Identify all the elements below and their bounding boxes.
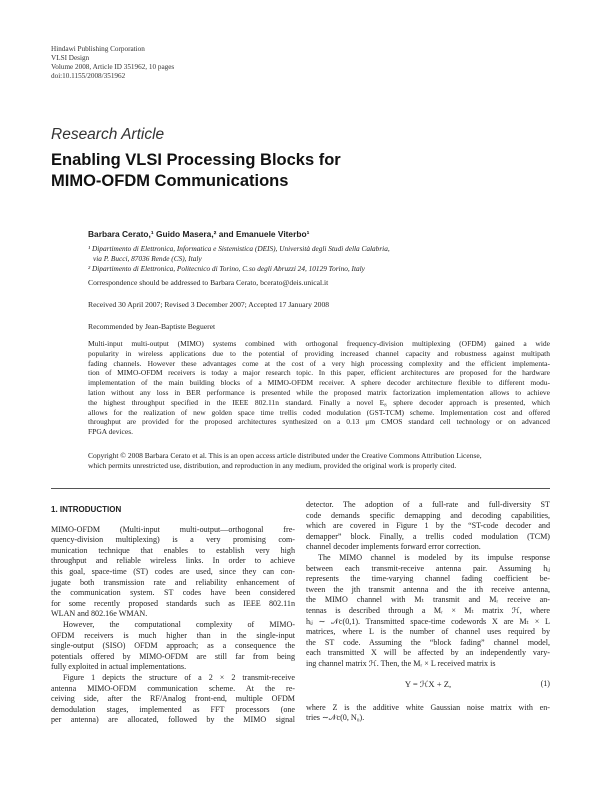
- body-line: However, the computational complexity of MIMO-: [63, 619, 295, 629]
- body-line: the ST code. Assuming the “block fading” channel model,: [306, 637, 550, 647]
- body-line: detector. The adoption of a full-rate and full-diversity ST: [306, 500, 550, 509]
- volume-info: Volume 2008, Article ID 351962, 10 pages: [51, 63, 175, 71]
- publisher-name: Hindawi Publishing Corporation: [51, 45, 145, 53]
- body-line: fully exploited in actual implementations.: [51, 662, 187, 672]
- body-line: munication technique that enables to establish very high: [51, 545, 295, 555]
- abstract-line: the highest throughput specified in the IEEE 802.11n standard. Finally a novel E₈ sphere decoder approach is presented, which: [88, 397, 550, 407]
- equation-number: (1): [540, 678, 550, 688]
- affiliation-2: ² Dipartimento di Elettronica, Politecnico di Torino, C.so degli Abruzzi 24, 10129 Torino, Italy: [88, 263, 365, 273]
- abstract-line: FPGA devices.: [88, 427, 133, 437]
- body-line: between each transmit-receive antenna pair. Assuming hᵢⱼ: [306, 563, 550, 573]
- journal-name: VLSI Design: [51, 54, 90, 62]
- history-dates: Received 30 April 2007; Revised 3 December 2007; Accepted 17 January 2008: [88, 300, 330, 309]
- abstract-line: implementation of the main building blocks of a MIMO-OFDM receiver. A sphere decoder architecture flexible to different modu-: [88, 378, 550, 388]
- body-line: WLAN and 802.16e WMAN.: [51, 609, 148, 619]
- abstract-line: throughput are provided for the proposed architectures synthesized on a 0.13 μm CMOS standard cell technology or on advanced: [88, 417, 550, 427]
- abstract-line: Multi-input multi-output (MIMO) systems combined with orthogonal frequency-division multiplexing (OFDM) gained a wide: [88, 339, 550, 348]
- body-line: where Z is the additive white Gaussian noise matrix with en-: [306, 702, 550, 712]
- abstract-line: tion of MIMO-OFDM receivers is today a major research topic. In this paper, efficient architectures are proposed for the hardware: [88, 368, 550, 378]
- body-line: each transmitted X will be affected by an independently vary-: [306, 648, 550, 658]
- right-column: [306, 500, 550, 724]
- abstract: [88, 339, 550, 437]
- author-list: Barbara Cerato,¹ Guido Masera,² and Emanuele Viterbo¹: [88, 229, 310, 239]
- body-line: OFDM receivers is much higher than in the single-input: [51, 630, 295, 640]
- body-line: the MIMO channel with Mₜ transmit and Mᵣ receive an-: [306, 595, 550, 605]
- abstract-line: allows for the realization of new golden space time trellis coded modulation (GST-TCM) scheme. Implementation cost and offered: [88, 407, 550, 417]
- body-line: antenna MIMO-OFDM communication scheme. At the re-: [51, 683, 295, 693]
- body-line: jugate both transmission rate and reliability enhancement of: [51, 577, 295, 587]
- abstract-line: fading channels. However these advantages come at the cost of a very high processing complexity and the efficient implementa-: [88, 358, 550, 368]
- body-line: channel decoder implements forward error correction.: [306, 542, 481, 552]
- body-line: single-output (SISO) OFDM approach; as a consequence the: [51, 641, 295, 651]
- affiliation-1: ¹ Dipartimento di Elettronica, Informatica e Sistemistica (DEIS), Università degli Studi della Calabria,: [88, 244, 390, 253]
- paper-title: [51, 150, 471, 192]
- body-line: potentials offered by MIMO-OFDM are still far from being: [51, 651, 295, 661]
- body-line: represents the time-varying channel fading coefficient be-: [306, 574, 550, 584]
- body-line: ing channel matrix ℋ. Then, the Mᵣ × L received matrix is: [306, 658, 496, 668]
- publisher-info: [51, 45, 174, 81]
- body-line: demodulation stages, implemented as FFT processors (one: [51, 704, 295, 714]
- body-line: MIMO-OFDM (Multi-input multi-output—orthogonal fre-: [51, 524, 295, 534]
- affiliation-1-address: via P. Bucci, 87036 Rende (CS), Italy: [93, 253, 202, 263]
- body-line: quency-division multiplexing) is a very promising com-: [51, 535, 295, 545]
- body-line: Figure 1 depicts the structure of a 2 × 2 transmit-receive: [63, 672, 295, 682]
- section-heading: 1. INTRODUCTION: [51, 505, 122, 514]
- equation-formula: Y = ℋX + Z,: [404, 678, 452, 689]
- article-type: Research Article: [51, 126, 165, 143]
- body-line: code demands specific demapping and decoding capabilities,: [306, 510, 550, 520]
- body-line: demapper” block. Finally, a trellis coded modulation (TCM): [306, 531, 550, 541]
- body-line: tries ∼𝒩c(0, N₀).: [306, 713, 365, 723]
- body-line: ceiving side, after the RF/Analog front-end, multiple OFDM: [51, 694, 295, 704]
- body-line: The MIMO channel is modeled by its impulse response: [318, 552, 550, 562]
- left-column: [51, 505, 295, 726]
- equation-1: [306, 679, 550, 693]
- doi: doi:10.1155/2008/351962: [51, 72, 126, 80]
- body-line: throughput and reliable wireless links. In order to achieve: [51, 556, 295, 566]
- body-line: hᵢⱼ ∼ 𝒩c(0,1). Transmitted space-time codewords X are Mₜ × L: [306, 616, 550, 626]
- body-line: matrices, where L is the number of channel uses required by: [306, 627, 550, 637]
- copyright-line: which permits unrestricted use, distribution, and reproduction in any medium, provided the original work is properly cited.: [88, 460, 457, 470]
- body-line: the communication system. ST codes have been considered: [51, 588, 295, 598]
- copyright-line: Copyright © 2008 Barbara Cerato et al. This is an open access article distributed under the Creative Commons Attribution License,: [88, 451, 482, 460]
- recommended-by: Recommended by Jean-Baptiste Begueret: [88, 322, 216, 331]
- title-line-2: MIMO-OFDM Communications: [51, 172, 289, 190]
- copyright-notice: [88, 451, 550, 471]
- title-line-1: Enabling VLSI Processing Blocks for: [51, 151, 341, 169]
- body-line: per antenna) are allocated, followed by the MIMO signal: [51, 715, 295, 725]
- body-line: tween the jth transmit antenna and the ith receive antenna,: [306, 584, 550, 594]
- abstract-line: popularity in wireless applications due to the potential of providing increased channel capacity and robustness against multipath: [88, 348, 550, 358]
- affiliations: [88, 244, 550, 273]
- body-line: which are covered in Figure 1 by the “ST-code decoder and: [306, 521, 550, 531]
- body-line: for some recently proposed standards such as IEEE 802.11n: [51, 598, 295, 608]
- body-line: tennas is described through a Mᵣ × Mₜ matrix ℋ, where: [306, 605, 550, 615]
- section-divider: [51, 488, 550, 489]
- correspondence: Correspondence should be addressed to Barbara Cerato, bcerato@deis.unical.it: [88, 278, 329, 287]
- body-line: this goal, space-time (ST) codes are used, since they can con-: [51, 566, 295, 576]
- abstract-line: lation without any loss in BER performance is presented while the proposed matrix factorization implementation allows to achieve: [88, 387, 550, 397]
